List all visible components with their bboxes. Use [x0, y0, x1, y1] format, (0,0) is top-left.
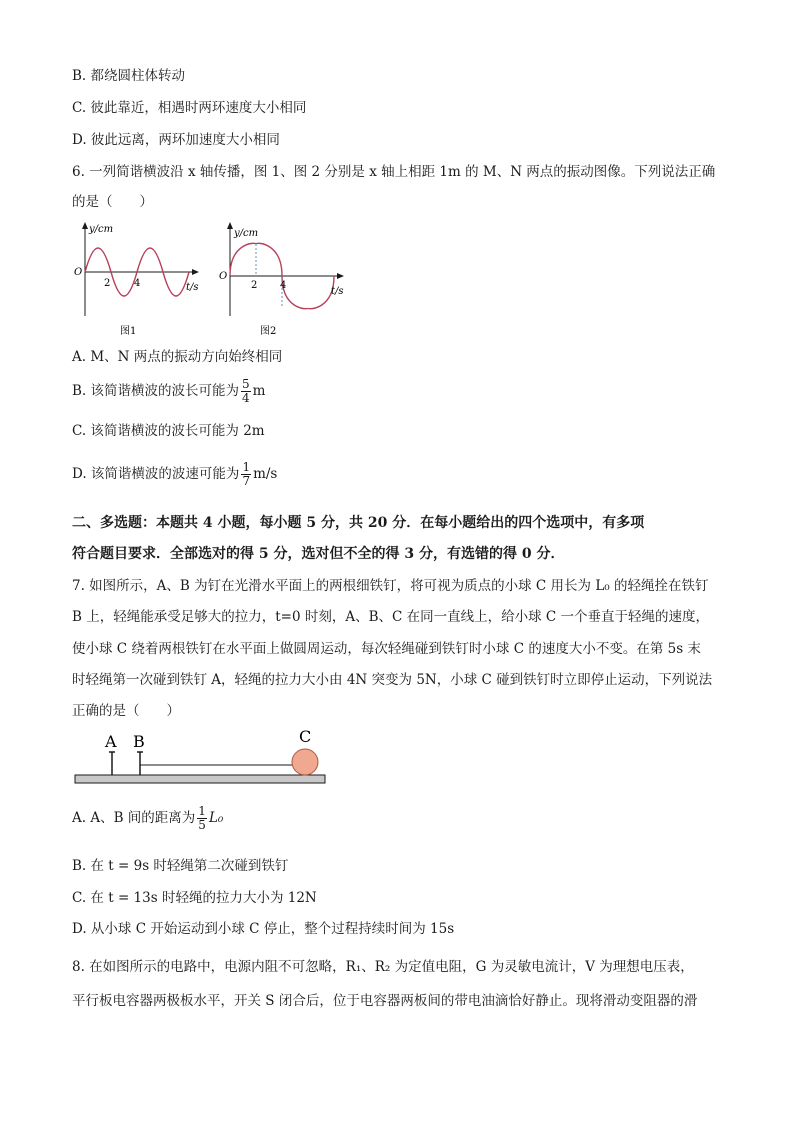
fig2-tick-2: 2: [251, 280, 258, 291]
q7-label-a: A: [105, 732, 117, 751]
fig1-tick-2: 2: [104, 278, 111, 289]
q7-option-a-fraction: [197, 805, 207, 832]
q5-option-c: C. 彼此靠近，相遇时两环速度大小相同: [72, 100, 307, 116]
q6-option-d-num: 1: [242, 460, 251, 474]
q7-label-b: B: [133, 732, 145, 751]
fig1-tick-4: 4: [134, 278, 141, 289]
q7-stem-line3: 使小球 C 绕着两根铁钉在水平面上做圆周运动，每次轻绳碰到铁钉时小球 C 的速度大小不变。在第 5s 末: [72, 641, 701, 657]
fig1-ylabel: y/cm: [89, 224, 114, 235]
q7-stem-line1: 7. 如图所示，A、B 为钉在光滑水平面上的两根细铁钉，将可视为质点的小球 C 用长为 L₀ 的轻绳拴在铁钉: [72, 578, 709, 594]
q6-stem-line2: 的是（ ）: [72, 194, 153, 210]
q7-label-c: C: [299, 727, 312, 746]
section2-heading-line1: 二、多选题：本题共 4 小题，每小题 5 分，共 20 分．在每小题给出的四个选项中，有多项: [72, 515, 645, 531]
fig2-tick-4: 4: [280, 280, 287, 291]
q6-option-b-fraction: [241, 378, 251, 405]
q6-option-b-den: 4: [242, 391, 250, 405]
fig1-caption: 图1: [120, 326, 137, 337]
q6-figure-1: [70, 218, 210, 340]
q7-option-a-num: 1: [198, 804, 206, 818]
fig2-ylabel: y/cm: [234, 228, 259, 239]
q6-option-b-num: 5: [242, 377, 250, 391]
q6-option-b-unit: m: [252, 383, 266, 399]
q6-option-b-prefix: B. 该简谐横波的波长可能为: [72, 383, 240, 399]
q6-stem-line1: 6. 一列简谐横波沿 x 轴传播，图 1、图 2 分别是 x 轴上相距 1m 的 M、N 两点的振动图像。下列说法正确: [72, 164, 716, 180]
q7-option-a-suffix: L₀: [208, 810, 224, 826]
q6-option-a: A. M、N 两点的振动方向始终相同: [72, 349, 283, 365]
q6-option-d-den: 7: [242, 474, 251, 488]
q6-option-d-fraction: [241, 461, 251, 488]
fig1-xlabel: t/s: [186, 282, 199, 293]
q8-stem-line2: 平行板电容器两极板水平，开关 S 闭合后，位于电容器两板间的带电油滴恰好静止。现将滑动变阻器的滑: [72, 993, 698, 1009]
fig2-xlabel: t/s: [331, 286, 344, 297]
section2-heading-line2: 符合题目要求．全部选对的得 5 分，选对但不全的得 3 分，有选错的得 0 分．: [72, 546, 565, 562]
q7-figure: [72, 724, 332, 790]
q7-option-a-prefix: A. A、B 间的距离为: [72, 810, 196, 826]
fig2-origin: O: [219, 271, 228, 282]
fig1-origin: O: [74, 267, 83, 278]
q8-stem-line1: 8. 在如图所示的电路中，电源内阻不可忽略，R₁、R₂ 为定值电阻，G 为灵敏电流计，V 为理想电压表，: [72, 959, 694, 975]
q7-stem-line2: B 上，轻绳能承受足够大的拉力，t=0 时刻，A、B、C 在同一直线上，给小球 C 一个垂直于轻绳的速度，: [72, 609, 710, 625]
q7-option-b: B. 在 t = 9s 时轻绳第二次碰到铁钉: [72, 858, 289, 874]
q5-option-d: D. 彼此远离，两环加速度大小相同: [72, 132, 280, 148]
fig2-caption: 图2: [260, 326, 277, 337]
q7-option-c: C. 在 t = 13s 时轻绳的拉力大小为 12N: [72, 890, 317, 906]
q6-option-c: C. 该简谐横波的波长可能为 2m: [72, 423, 265, 439]
q7-option-d: D. 从小球 C 开始运动到小球 C 停止，整个过程持续时间为 15s: [72, 921, 455, 937]
q7-option-a: [72, 805, 223, 832]
q7-stem-line4: 时轻绳第一次碰到铁钉 A，轻绳的拉力大小由 4N 突变为 5N，小球 C 碰到铁钉时立即停止运动，下列说法: [72, 672, 713, 688]
q6-option-d: [72, 461, 277, 488]
q6-option-b: [72, 378, 265, 405]
q5-option-b: B. 都绕圆柱体转动: [72, 68, 186, 84]
q7-option-a-den: 5: [198, 818, 206, 832]
q6-option-d-unit: m/s: [253, 466, 278, 482]
q6-option-d-prefix: D. 该简谐横波的波速可能为: [72, 466, 240, 482]
q7-stem-line5: 正确的是（ ）: [72, 703, 180, 719]
q6-figure-2: [215, 218, 355, 340]
